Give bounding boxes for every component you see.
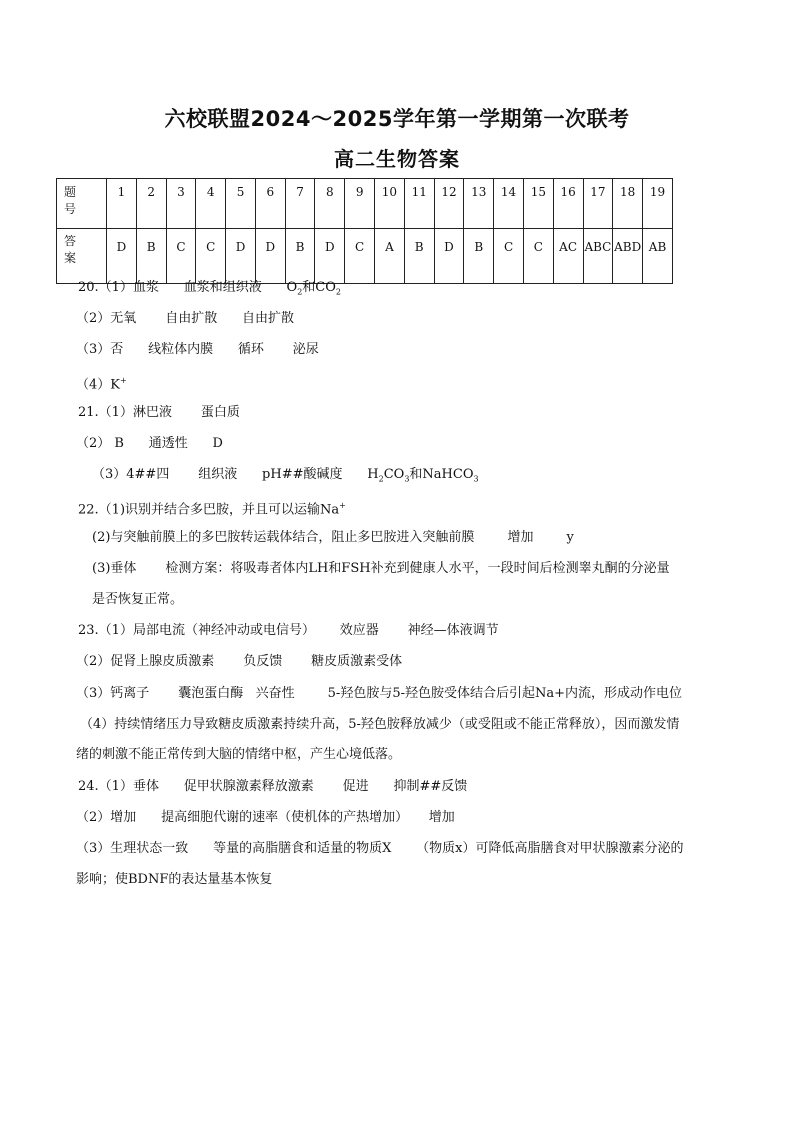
q24-line-1: 24.（1）垂体 促甲状腺激素释放激素 促进 抑制##反馈 xyxy=(78,779,468,794)
answer-header: 答 案 xyxy=(57,229,107,284)
question-number-row xyxy=(57,179,673,229)
answer-cell: B xyxy=(136,229,166,284)
page-title: 六校联盟2024～2025学年第一学期第一次联考 xyxy=(164,107,630,131)
question-number-header: 题 号 xyxy=(57,179,107,229)
q22-line-1: 22.（1)识别并结合多巴胺，并且可以运输Na+ xyxy=(78,501,346,518)
answer-cell: C xyxy=(494,229,524,284)
q23-line-4: （4）持续情绪压力导致糖皮质激素持续升高，5-羟色胺释放减少（或受阻或不能正常释放），因而激发情 xyxy=(80,717,680,732)
answer-cell: C xyxy=(345,229,375,284)
answer-cell: D xyxy=(226,229,256,284)
question-number-cell: 18 xyxy=(613,179,643,229)
q22-line-4: 是否恢复正常。 xyxy=(92,592,184,607)
question-number-cell: 13 xyxy=(464,179,494,229)
q20-line-2: （2）无氧 自由扩散 自由扩散 xyxy=(76,311,294,326)
answer-cell: ABC xyxy=(583,229,613,284)
q24-line-4: 影响；使BDNF的表达量基本恢复 xyxy=(76,872,273,887)
question-number-cell: 8 xyxy=(315,179,345,229)
answer-cell: AC xyxy=(553,229,583,284)
answer-cell: B xyxy=(404,229,434,284)
question-number-cell: 14 xyxy=(494,179,524,229)
q23-line-3: （3）钙离子 囊泡蛋白酶 兴奋性 5-羟色胺与5-羟色胺受体结合后引起Na+内流，形成动作电位 xyxy=(76,686,682,701)
q22-line-2: (2)与突触前膜上的多巴胺转运载体结合，阻止多巴胺进入突触前膜 增加 y xyxy=(92,530,574,545)
answer-cell: D xyxy=(107,229,137,284)
q21-line-3: （3）4##四 组织液 pH##酸碱度 $H_2CO_3$和NaHCO$_3$ xyxy=(92,467,479,484)
answer-cell: D xyxy=(315,229,345,284)
answer-cell: C xyxy=(196,229,226,284)
question-number-cell: 12 xyxy=(434,179,464,229)
question-number-cell: 6 xyxy=(255,179,285,229)
q23-line-5: 绪的刺激不能正常传到大脑的情绪中枢，产生心境低落。 xyxy=(76,747,402,762)
question-number-cell: 15 xyxy=(523,179,553,229)
answer-table xyxy=(56,178,673,284)
page-subtitle: 高二生物答案 xyxy=(334,147,460,171)
q20-line-4: （4）K+ xyxy=(76,376,127,393)
question-number-cell: 17 xyxy=(583,179,613,229)
answer-cell: ABD xyxy=(613,229,643,284)
q20-line-1: 20.（1）血浆 血浆和组织液 $O_2$和$CO_2$ xyxy=(78,280,341,297)
question-number-cell: 4 xyxy=(196,179,226,229)
q23-line-2: （2）促肾上腺皮质激素 负反馈 糖皮质激素受体 xyxy=(76,654,403,669)
q23-line-1: 23.（1）局部电流（神经冲动或电信号） 效应器 神经—体液调节 xyxy=(78,623,499,638)
answer-row xyxy=(57,229,673,284)
answer-cell: D xyxy=(255,229,285,284)
answer-cell: B xyxy=(285,229,315,284)
question-number-cell: 11 xyxy=(404,179,434,229)
q21-line-2: （2） B 通透性 D xyxy=(76,436,223,451)
answer-cell: A xyxy=(375,229,405,284)
question-number-cell: 10 xyxy=(375,179,405,229)
question-number-cell: 3 xyxy=(166,179,196,229)
question-number-cell: 7 xyxy=(285,179,315,229)
q24-line-2: （2）增加 提高细胞代谢的速率（使机体的产热增加） 增加 xyxy=(76,810,455,825)
q22-line-3: (3)垂体 检测方案：将吸毒者体内LH和FSH补充到健康人水平，一段时间后检测睾丸酮的分泌量 xyxy=(92,561,670,576)
question-number-cell: 16 xyxy=(553,179,583,229)
answer-cell: C xyxy=(523,229,553,284)
answer-cell: B xyxy=(464,229,494,284)
answer-cell: D xyxy=(434,229,464,284)
question-number-cell: 9 xyxy=(345,179,375,229)
question-number-cell: 1 xyxy=(107,179,137,229)
q21-line-1: 21.（1）淋巴液 蛋白质 xyxy=(78,405,240,420)
question-number-cell: 19 xyxy=(643,179,673,229)
question-number-cell: 5 xyxy=(226,179,256,229)
q20-line-3: （3）否 线粒体内膜 循环 泌尿 xyxy=(76,342,319,357)
answer-cell: AB xyxy=(643,229,673,284)
question-number-cell: 2 xyxy=(136,179,166,229)
answer-cell: C xyxy=(166,229,196,284)
q24-line-3: （3）生理状态一致 等量的高脂膳食和适量的物质X （物质x）可降低高脂膳食对甲状腺激素分泌的 xyxy=(76,841,684,856)
